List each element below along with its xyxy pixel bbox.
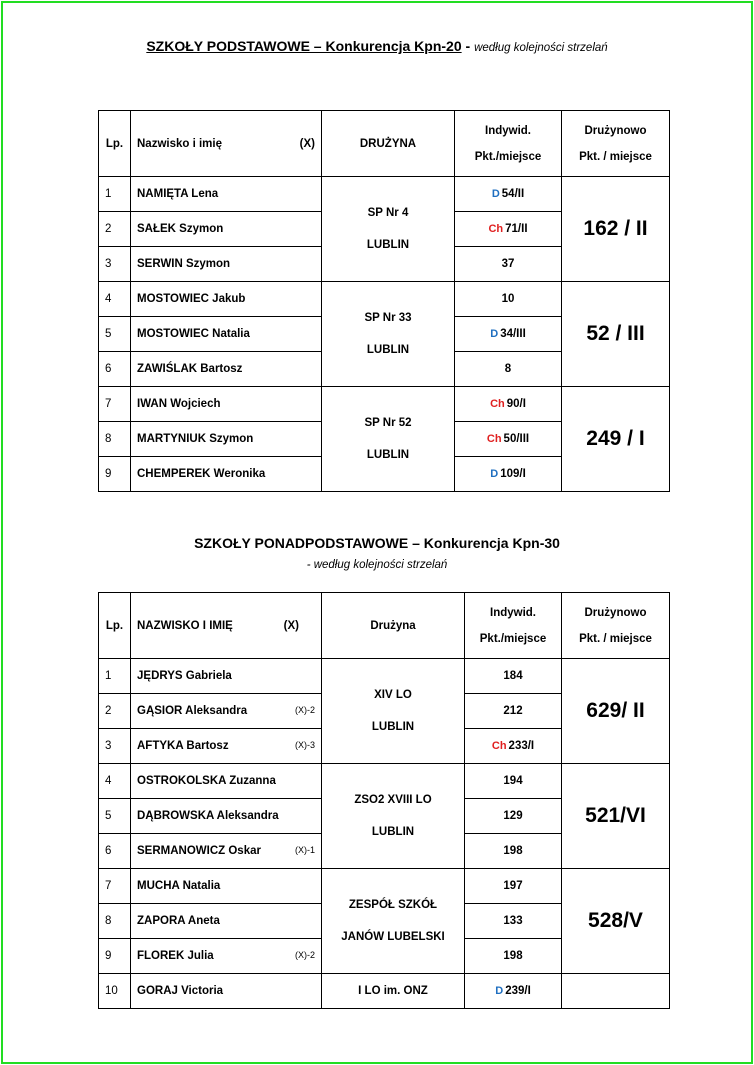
table-header-row	[99, 111, 670, 177]
team-cell: ZSO2 XVIII LO LUBLIN	[322, 764, 465, 869]
team-cell: SP Nr 52 LUBLIN	[322, 387, 455, 492]
name-cell: ZAPORA Aneta	[131, 904, 322, 939]
medal-badge: Ch	[486, 433, 502, 445]
lp-cell: 9	[99, 457, 131, 492]
header-lp: Lp.	[99, 593, 131, 659]
lp-cell: 8	[99, 904, 131, 939]
medal-badge: D	[490, 328, 499, 340]
lp-cell: 1	[99, 177, 131, 212]
result-cell: 198	[465, 834, 562, 869]
penalty-mark: (X)-3	[295, 740, 315, 750]
result-cell: Ch 50/III	[455, 422, 562, 457]
result-cell: Ch 233/I	[465, 729, 562, 764]
header-lp: Lp.	[99, 111, 131, 177]
table-row	[99, 387, 670, 422]
name-cell: DĄBROWSKA Aleksandra	[131, 799, 322, 834]
team-score-cell: 52 / III	[562, 282, 670, 387]
medal-badge: D	[490, 468, 499, 480]
result-cell: D 239/I	[465, 974, 562, 1009]
results-table-primary	[98, 110, 670, 492]
name-cell: IWAN Wojciech	[131, 387, 322, 422]
name-cell: JĘDRYS Gabriela	[131, 659, 322, 694]
name-cell: GORAJ Victoria	[131, 974, 322, 1009]
result-cell: 184	[465, 659, 562, 694]
team-score-cell: 521/VI	[562, 764, 670, 869]
header-team: DRUŻYNA	[322, 111, 455, 177]
name-cell: AFTYKA Bartosz (X)-3	[131, 729, 322, 764]
lp-cell: 7	[99, 387, 131, 422]
lp-cell: 1	[99, 659, 131, 694]
penalty-mark: (X)-1	[295, 845, 315, 855]
result-cell: 198	[465, 939, 562, 974]
name-cell: MOSTOWIEC Jakub	[131, 282, 322, 317]
lp-cell: 5	[99, 317, 131, 352]
team-score-cell	[562, 974, 670, 1009]
result-cell: D 34/III	[455, 317, 562, 352]
name-cell: NAMIĘTA Lena	[131, 177, 322, 212]
result-cell: 8	[455, 352, 562, 387]
table-row	[99, 869, 670, 904]
result-cell: Ch 90/I	[455, 387, 562, 422]
header-individual: Indywid. Pkt./miejsce	[465, 593, 562, 659]
lp-cell: 4	[99, 282, 131, 317]
medal-badge: D	[495, 985, 504, 997]
medal-badge: D	[491, 188, 500, 200]
lp-cell: 6	[99, 834, 131, 869]
header-name: NAZWISKO I IMIĘ (X)	[131, 593, 322, 659]
lp-cell: 3	[99, 729, 131, 764]
result-cell: 197	[465, 869, 562, 904]
results-table-secondary	[98, 592, 670, 1009]
header-team: Drużyna	[322, 593, 465, 659]
result-cell: D 54/II	[455, 177, 562, 212]
medal-badge: Ch	[491, 740, 507, 752]
name-cell: MUCHA Natalia	[131, 869, 322, 904]
team-score-cell: 528/V	[562, 869, 670, 974]
header-individual: Indywid. Pkt./miejsce	[455, 111, 562, 177]
table-row	[99, 764, 670, 799]
section2-subtitle: - według kolejności strzelań	[306, 559, 448, 571]
name-cell: SERWIN Szymon	[131, 247, 322, 282]
team-score-cell: 249 / I	[562, 387, 670, 492]
result-cell: 212	[465, 694, 562, 729]
team-cell: XIV LO LUBLIN	[322, 659, 465, 764]
team-cell: ZESPÓŁ SZKÓŁ JANÓW LUBELSKI	[322, 869, 465, 974]
table-row	[99, 659, 670, 694]
lp-cell: 7	[99, 869, 131, 904]
header-name: Nazwisko i imię (X)	[131, 111, 322, 177]
medal-badge: Ch	[488, 223, 504, 235]
header-team-score: Drużynowo Pkt. / miejsce	[562, 111, 670, 177]
result-cell: 37	[455, 247, 562, 282]
result-cell: 133	[465, 904, 562, 939]
name-cell: OSTROKOLSKA Zuzanna	[131, 764, 322, 799]
team-cell: SP Nr 4 LUBLIN	[322, 177, 455, 282]
result-cell: 129	[465, 799, 562, 834]
name-cell: MARTYNIUK Szymon	[131, 422, 322, 457]
section1-title: SZKOŁY PODSTAWOWE – Konkurencja Kpn-20 - według kolejności strzelań	[146, 38, 608, 54]
penalty-mark: (X)-2	[295, 950, 315, 960]
table-row	[99, 974, 670, 1009]
team-cell: SP Nr 33 LUBLIN	[322, 282, 455, 387]
penalty-mark: (X)-2	[295, 705, 315, 715]
name-cell: MOSTOWIEC Natalia	[131, 317, 322, 352]
medal-badge: Ch	[490, 398, 505, 410]
table-row	[99, 282, 670, 317]
header-team-score: Drużynowo Pkt. / miejsce	[562, 593, 670, 659]
table-row	[99, 177, 670, 212]
result-cell: 10	[455, 282, 562, 317]
lp-cell: 4	[99, 764, 131, 799]
lp-cell: 3	[99, 247, 131, 282]
lp-cell: 2	[99, 694, 131, 729]
team-cell: I LO im. ONZ	[322, 974, 465, 1009]
name-cell: SAŁEK Szymon	[131, 212, 322, 247]
name-cell: CHEMPEREK Weronika	[131, 457, 322, 492]
lp-cell: 6	[99, 352, 131, 387]
lp-cell: 5	[99, 799, 131, 834]
name-cell: SERMANOWICZ Oskar (X)-1	[131, 834, 322, 869]
team-score-cell: 162 / II	[562, 177, 670, 282]
lp-cell: 10	[99, 974, 131, 1009]
lp-cell: 2	[99, 212, 131, 247]
table-header-row	[99, 593, 670, 659]
section2-title: SZKOŁY PONADPODSTAWOWE – Konkurencja Kpn-30	[194, 535, 560, 551]
name-cell: ZAWIŚLAK Bartosz	[131, 352, 322, 387]
lp-cell: 8	[99, 422, 131, 457]
lp-cell: 9	[99, 939, 131, 974]
result-cell: 194	[465, 764, 562, 799]
name-cell: FLOREK Julia (X)-2	[131, 939, 322, 974]
team-score-cell: 629/ II	[562, 659, 670, 764]
result-cell: D 109/I	[455, 457, 562, 492]
result-cell: Ch 71/II	[455, 212, 562, 247]
name-cell: GĄSIOR Aleksandra (X)-2	[131, 694, 322, 729]
